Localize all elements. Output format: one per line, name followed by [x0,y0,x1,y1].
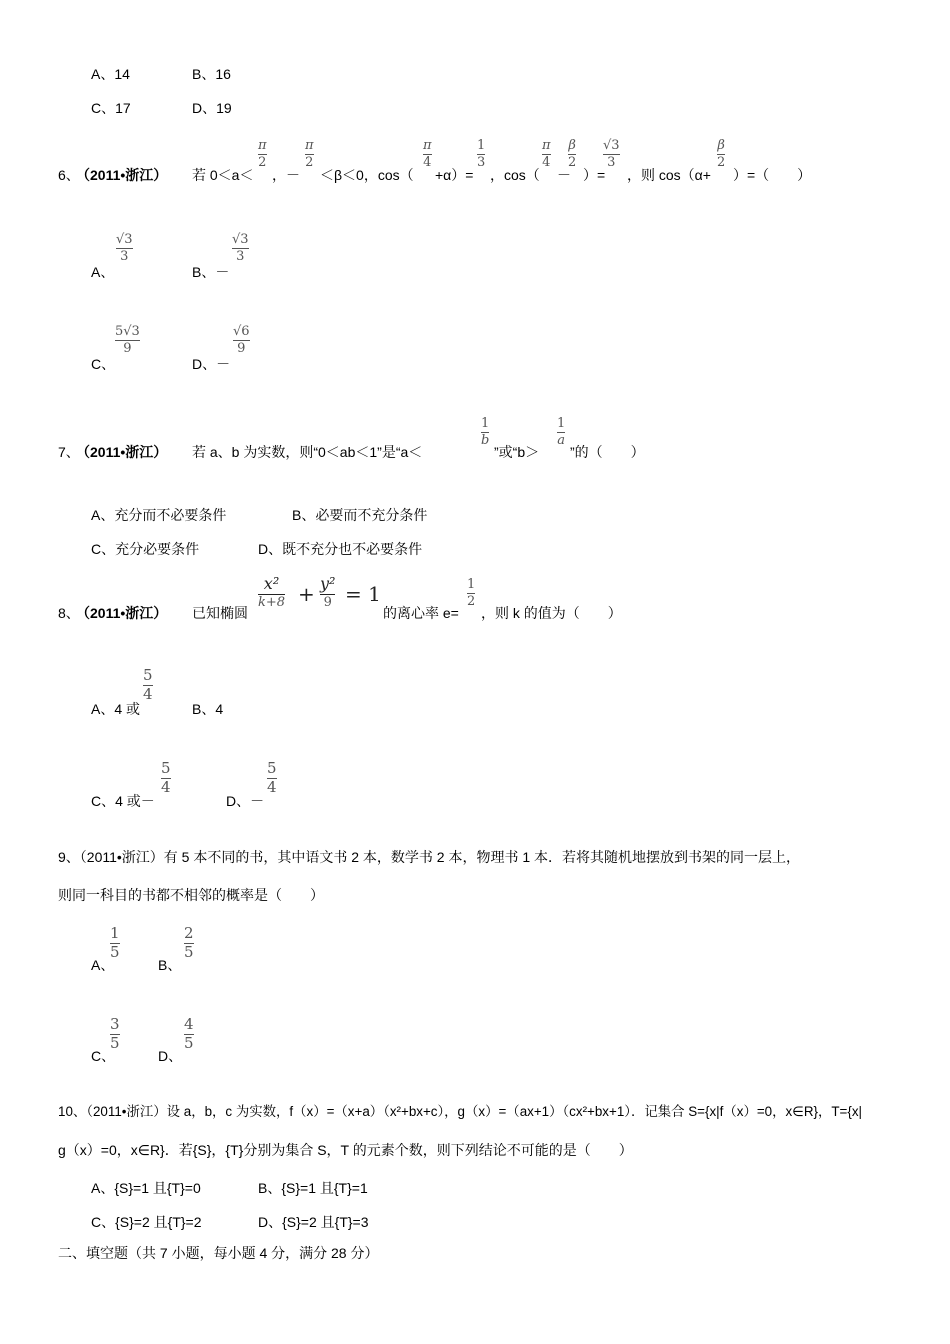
q6-option-d-frac: √6 9 [233,324,250,356]
q6-text-2: ，－ [272,167,300,183]
q6-option-c-frac: 5√3 9 [115,324,140,356]
q10-option-b: B、{S}=1 且{T}=1 [258,1180,368,1196]
q9-option-a-frac: 1 5 [110,924,120,961]
q7-option-b: B、必要而不充分条件 [292,507,428,523]
q9-option-c-label: C、 [91,1048,116,1064]
q8-frac-y2: y² 9 [320,574,336,610]
q8-text-2: 的离心率 e= [383,605,459,621]
q8-equals-one: = 1 [345,582,381,606]
q7-text-1: 若 a、b 为实数，则“0＜ab＜1”是“a＜ [192,444,423,460]
q6-frac-sqrt3-3: √3 3 [603,138,620,170]
q8-option-a-frac: 5 4 [143,666,153,703]
q6-number: 6、 [58,167,80,183]
q6-text-8: ，则 cos（α+ [627,167,711,183]
q8-source: （2011•浙江） [76,605,168,621]
q7-text-2: ”或“b＞ [494,444,540,460]
q5-option-a: A、14 [91,66,130,82]
q7-number: 7、 [58,444,80,460]
q9-option-a-label: A、 [91,957,115,973]
q6-option-a-frac: √3 3 [116,232,133,264]
q7-option-c: C、充分必要条件 [91,541,200,557]
q10-line-1: 10、（2011•浙江）设 a，b，c 为实数，f（x）=（x+a）（x²+bx+c），g（x）=（ax+1）（cx²+bx+1）．记集合 S={x|f（x）=0，x∈R}，T={x| [58,1104,863,1119]
q8-option-c-frac: 5 4 [161,759,171,796]
q9-option-d-label: D、 [158,1048,183,1064]
q6-frac-beta-2-a: β 2 [568,138,577,170]
q8-plus: + [298,582,315,606]
q8-text-3: ，则 k 的值为（ ） [481,605,622,621]
q8-text-1: 已知椭圆 [192,605,248,621]
q6-frac-pi-2-b: π 2 [305,138,314,170]
q8-option-c-label: C、4 或－ [91,793,155,809]
q8-number: 8、 [58,605,80,621]
q10-option-c: C、{S}=2 且{T}=2 [91,1214,202,1230]
q9-option-c-frac: 3 5 [110,1015,120,1052]
q7-frac-1-a: 1 a [557,416,566,448]
q6-text-3: ＜β＜0，cos（ [320,167,414,183]
q7-source: （2011•浙江） [76,444,168,460]
q5-option-b: B、16 [192,66,231,82]
q7-option-d: D、既不充分也不必要条件 [258,541,423,557]
q7-frac-1-b: 1 b [481,416,490,448]
q10-line-2: g（x）=0，x∈R}．若{S}，{T}分别为集合 S，T 的元素个数，则下列结论不可能的是（ ） [58,1142,633,1158]
q9-line-1: 9、（2011•浙江）有 5 本不同的书，其中语文书 2 本，数学书 2 本，物理书 1 本．若将其随机地摆放到书架的同一层上， [58,849,801,865]
q7-text-3: ”的（ ） [570,444,645,460]
q9-option-d-frac: 4 5 [184,1015,194,1052]
q8-option-a-label: A、4 或 [91,701,141,717]
q6-frac-pi-4-a: π 4 [423,138,432,170]
q6-option-b-frac: √3 3 [232,232,249,264]
section-2-heading: 二、填空题（共 7 小题，每小题 4 分，满分 28 分） [58,1245,379,1261]
q8-option-d-frac: 5 4 [267,759,277,796]
q6-option-b-label: B、－ [192,264,230,280]
q6-frac-pi-2-a: π 2 [258,138,267,170]
q7-option-a: A、充分而不必要条件 [91,507,227,523]
q5-option-c: C、17 [91,100,131,116]
q8-option-d-label: D、－ [226,793,265,809]
q9-option-b-label: B、 [158,957,182,973]
q6-option-d-label: D、－ [192,356,231,372]
q6-frac-1-3: 1 3 [477,138,486,170]
q6-source: （2011•浙江） [76,167,168,183]
q10-option-a: A、{S}=1 且{T}=0 [91,1180,201,1196]
q6-text-7: ）= [583,167,606,183]
q9-option-b-frac: 2 5 [184,924,194,961]
q6-option-c-label: C、 [91,356,116,372]
q6-text-5: ，cos（ [490,167,540,183]
q6-frac-pi-4-b: π 4 [542,138,551,170]
q10-option-d: D、{S}=2 且{T}=3 [258,1214,369,1230]
q5-option-d: D、19 [192,100,232,116]
q8-frac-x2: x² k+8 [258,574,286,610]
q8-option-b: B、4 [192,701,224,717]
q6-text-1: 若 0＜a＜ [192,167,254,183]
q6-frac-beta-2-b: β 2 [717,138,726,170]
q6-text-9: ）=（ ） [733,167,812,183]
q8-frac-1-2: 1 2 [467,577,476,609]
q6-text-6: － [557,167,571,183]
q9-line-2: 则同一科目的书都不相邻的概率是（ ） [58,887,324,903]
q6-option-a-label: A、 [91,264,115,280]
q6-text-4: +α）= [435,167,474,183]
